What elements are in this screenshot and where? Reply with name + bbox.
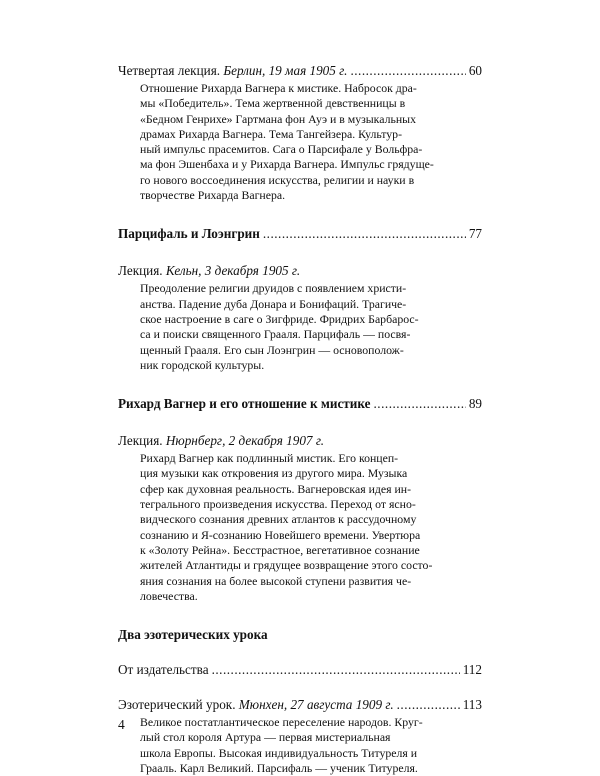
toc-entry-title: Четвертая лекция. Берлин, 19 мая 1905 г. [118,63,348,78]
dot-leader [350,62,465,79]
toc-page-number: 77 [468,226,482,242]
toc-entry-summary: Великое постатлантическое переселение народов. Круг- лый стол короля Артура — первая мистериальная школа Европы. Высокая индивидуальность Титуреля и Грааль. Карл Великий. Парсифаль — ученик Титуреля. [140,715,423,776]
toc-page-number: 60 [468,63,482,78]
toc-entry-title: От издательства [118,662,209,678]
page-folio-number: 4 [118,717,125,732]
toc-section-parzival-lohengrin[interactable] [118,225,482,242]
dot-leader [263,225,466,242]
toc-entry-summary: Отношение Рихарда Вагнера к мистике. Набросок дра- мы «Победитель». Тема жертвенной девственницы в «Бедном Генрихе» Гартмана фон Ауэ и в музыкальных драмах Рихарда Вагнера. Тема Тангейзера. Культур- ный импульс прасемитов. Сага о Парсифале у Вольфра- ма фон Эшенбаха и у Рихарда Вагнера. Импульс грядуще- го нового воссоединения искусства, религии и науки в творчестве Рихарда Вагнера. [140,81,434,203]
toc-entry-lecture-nuremberg[interactable] [118,432,482,449]
toc-section-esoteric-lessons[interactable] [118,626,482,643]
toc-section-title: Парцифаль и Лоэнгрин [118,226,260,242]
dot-leader [374,395,466,412]
toc-entry-summary: Рихард Вагнер как подлинный мистик. Его концеп- ция музыки как откровения из другого мира. Музыка сфер как духовная реальность. Вагнеровская идея ин- тегрального произведения искусства. Переход от ясно- видческого сознания древних атлантов к рассудочному сознанию и Я-сознанию Новейшего времени. Увертюра к «Золоту Рейна». Бесстрастное, вегетативное сознание жителей Атлантиды и грядущее возвращение этого состо- яния сознания на более высокой ступени развития че- ловечества. [140,451,433,603]
toc-section-title: Два эзотерических урока [118,627,268,643]
toc-entry-title: Лекция. Нюрнберг, 2 декабря 1907 г. [118,433,325,449]
toc-entry-place-date: Берлин, 19 мая 1905 г. [223,63,348,78]
toc-entry-lecture-4[interactable] [118,62,482,79]
table-of-contents [118,62,482,776]
toc-entry-place-date: Кельн, 3 декабря 1905 г. [165,263,301,279]
toc-entry-lecture-cologne[interactable] [118,262,482,279]
toc-section-title: Рихард Вагнер и его отношение к мистике [118,396,371,412]
dot-leader [397,696,460,713]
dot-leader [212,661,460,678]
toc-entry-publisher-note[interactable] [118,661,482,678]
toc-page-number: 112 [462,662,482,678]
toc-entry-title: Эзотерический урок. Мюнхен, 27 августа 1909 г. [118,697,394,713]
toc-entry-esoteric-lesson-munich[interactable] [118,696,482,713]
toc-entry-summary: Преодоление религии друидов с появлением христи- анства. Падение дуба Донара и Бонифаций. Трагиче- ское настроение в саге о Зигфриде. Фридрих Барбарос- са и поиски священного Грааля. Парцифаль — посвя- щенный Грааля. Его сын Лоэнгрин — основополож- ник городской культуры. [140,281,419,372]
toc-entry-title: Лекция. Кельн, 3 декабря 1905 г. [118,263,301,279]
toc-page-number: 113 [462,697,482,713]
toc-section-wagner-mysticism[interactable] [118,395,482,412]
toc-entry-place-date: Нюрнберг, 2 декабря 1907 г. [165,433,325,449]
toc-page-number: 89 [468,396,482,412]
toc-entry-place-date: Мюнхен, 27 августа 1909 г. [238,697,394,713]
